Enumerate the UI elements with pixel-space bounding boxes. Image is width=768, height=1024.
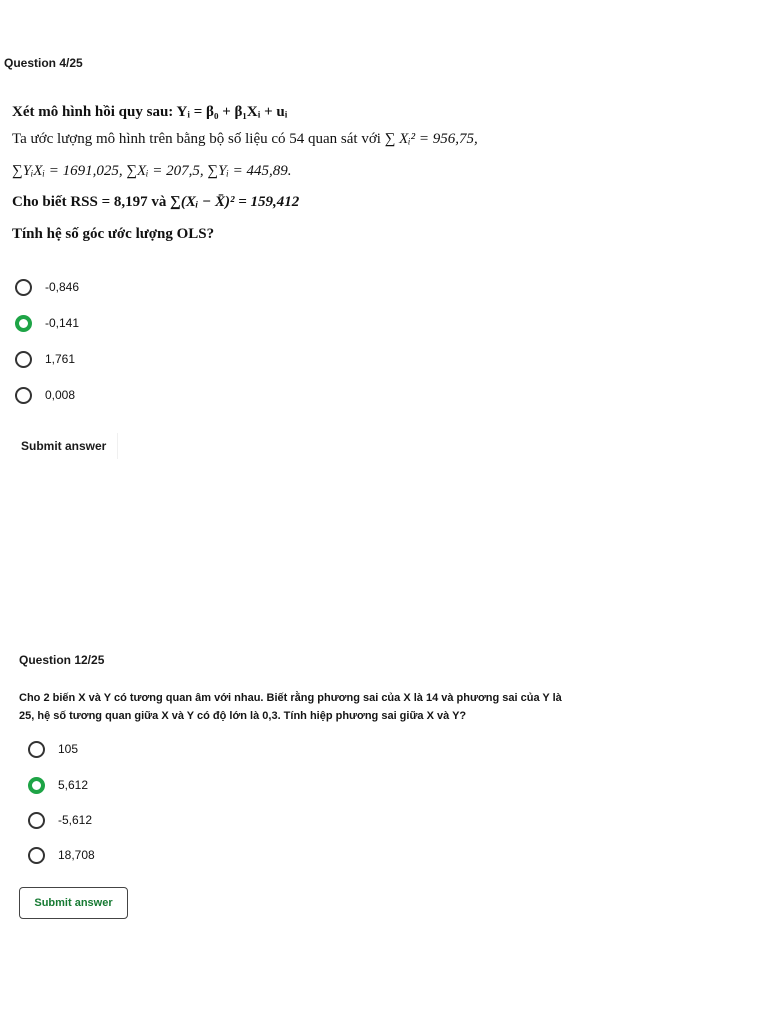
radio-selected-icon[interactable] [28,777,45,794]
option-label: 5,612 [58,778,89,792]
radio-selected-icon[interactable] [15,315,32,332]
question-4-option-4[interactable] [15,384,75,406]
radio-unselected-icon[interactable] [28,812,45,829]
radio-unselected-icon[interactable] [28,741,45,758]
question-12-heading: Question 12/25 [19,653,105,667]
question-4-stem-line-2 [12,131,478,148]
question-12-text-line-1: Cho 2 biến X và Y có tương quan âm với nhau. Biết rằng phương sai của X là 14 và phương sai của Y là [19,692,562,704]
radio-unselected-icon[interactable] [28,847,45,864]
option-label: 1,761 [45,352,76,366]
question-12-option-3[interactable] [28,809,92,831]
question-4-heading: Question 4/25 [4,56,83,70]
stem-text: Xét mô hình hồi quy sau: [12,104,177,120]
radio-unselected-icon[interactable] [15,387,32,404]
question-12-option-4[interactable] [28,844,95,866]
radio-unselected-icon[interactable] [15,279,32,296]
sum-squared-deviation-formula: ∑(Xᵢ − X̄)² = 159,412 [170,194,300,210]
question-4-stem-line-1 [12,104,287,121]
question-4-submit-button[interactable]: Submit answer [14,433,118,459]
question-4-stem-line-4 [12,194,299,211]
regression-model-formula: Yᵢ = β₀ + β₁Xᵢ + uᵢ [176,104,288,120]
question-4-stem-line-3: ∑YᵢXᵢ = 1691,025, ∑Xᵢ = 207,5, ∑Yᵢ = 445,89. [12,163,292,179]
sum-x-squared-formula: ∑ Xᵢ² = 956,75, [384,131,478,147]
option-label: -5,612 [58,813,93,827]
option-label: 18,708 [58,848,95,862]
option-label: -0,141 [45,316,80,330]
option-label: -0,846 [45,280,80,294]
question-4-prompt: Tính hệ số góc ước lượng OLS? [12,226,215,242]
stem-text: Ta ước lượng mô hình trên bằng bộ số liệu có 54 quan sát với [12,131,385,147]
stem-text: Cho biết RSS = 8,197 và [12,194,171,210]
radio-unselected-icon[interactable] [15,351,32,368]
option-label: 105 [58,742,79,756]
question-12-option-1[interactable] [28,738,78,760]
question-12-option-2[interactable] [28,774,88,796]
question-4-option-2[interactable] [15,312,79,334]
question-4-option-3[interactable] [15,348,75,370]
option-label: 0,008 [45,388,76,402]
question-12-text-line-2: 25, hệ số tương quan giữa X và Y có độ lớn là 0,3. Tính hiệp phương sai giữa X và Y? [19,710,467,722]
question-12-submit-button[interactable]: Submit answer [19,887,128,919]
question-4-option-1[interactable] [15,276,79,298]
